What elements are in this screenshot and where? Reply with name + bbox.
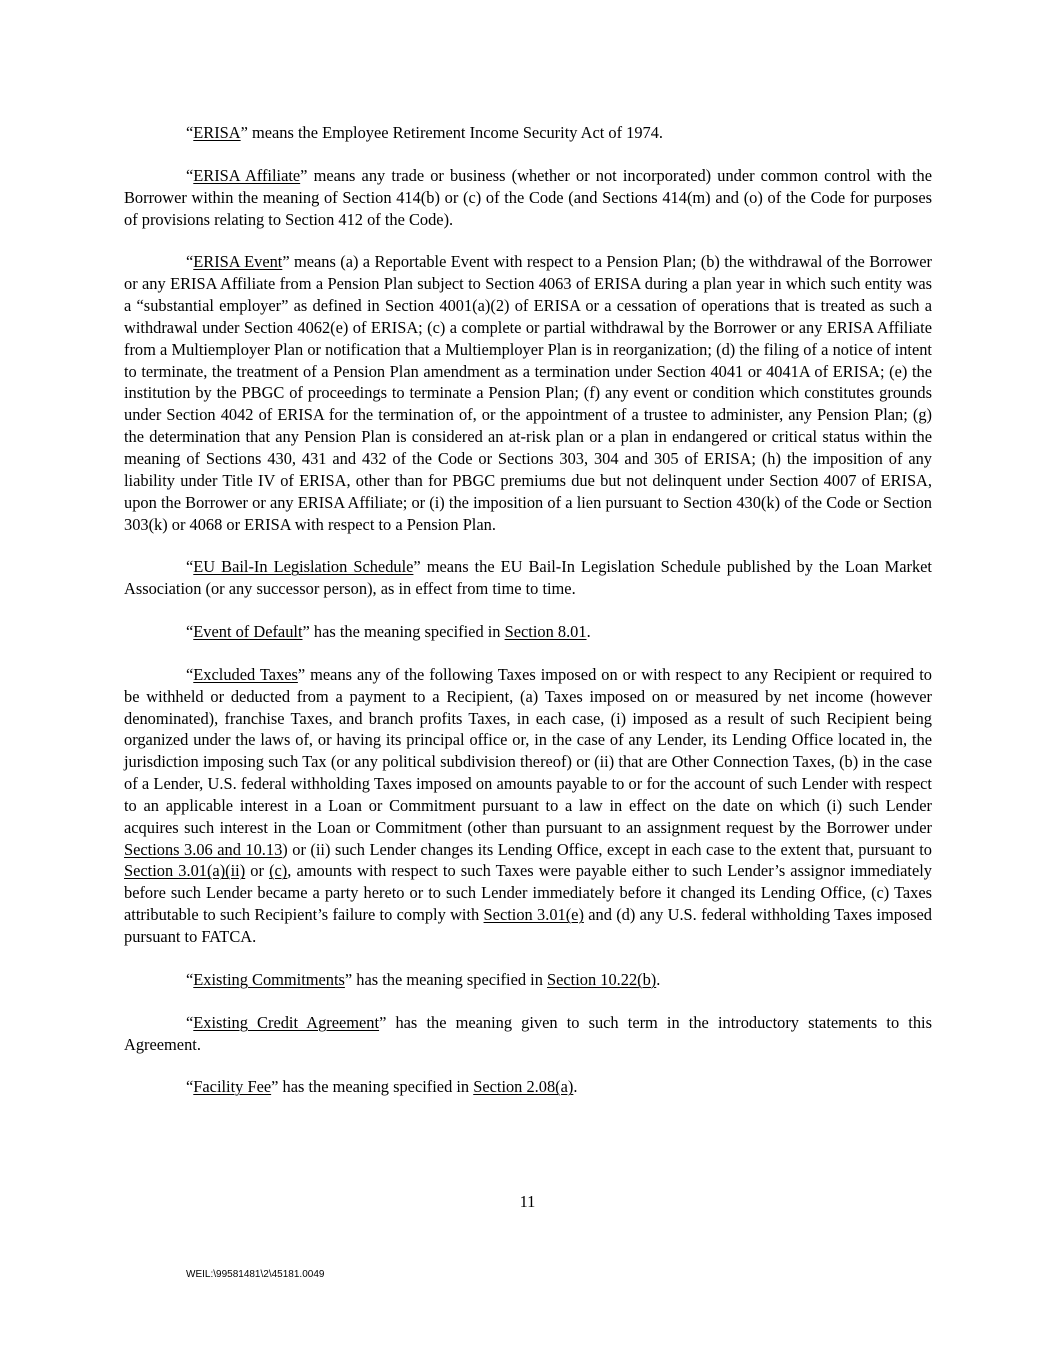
definition-facility-fee bbox=[124, 1076, 932, 1098]
defined-term: ERISA bbox=[193, 123, 241, 142]
definition-text: . bbox=[573, 1077, 578, 1097]
defined-term: Event of Default bbox=[193, 622, 303, 642]
definition-text: ” means (a) a Reportable Event with respect to a Pension Plan; (b) the withdrawal of the Borrower or any ERISA Affiliate from a Pension Plan subject to Section 4063 of ERISA during a plan year in which such entity was a “substantial employer” as defined in Section 4001(a)(2) of ERISA or a cessation of operations that is treated as such a withdrawal under Section 4062(e) of ERISA; (c) a complete or partial withdrawal by the Borrower or any ERISA Affiliate from a Multiemployer Plan or notification that a Multiemployer Plan is in reorganization; (d) the filing of a notice of intent to terminate, the treatment of a Pension Plan amendment as a termination under Section 4041 or 4041A of ERISA; (e) the institution by the PBGC of proceedings to terminate a Pension Plan; (f) any event or condition which constitutes grounds under Section 4042 of ERISA for the termination of, or the appointment of a trustee to administer, any Pension Plan; (g) the determination that any Pension Plan is considered an at-risk plan or a plan in endangered or critical status within the meaning of Sections 430, 431 and 432 of the Code or Sections 303, 304 and 305 of ERISA; (h) the imposition of any liability under Title IV of ERISA, other than for PBGC premiums due but not delinquent under Section 4007 of ERISA, upon the Borrower or any ERISA Affiliate; or (i) the imposition of a lien pursuant to Section 430(k) of the Code or Section 303(k) or 4068 or ERISA with respect to a Pension Plan. bbox=[124, 252, 933, 534]
definition-text: “ bbox=[186, 252, 194, 272]
section-reference: Section 10.22(b) bbox=[547, 969, 657, 989]
definition-erisa-event bbox=[124, 251, 932, 535]
page-number: 11 bbox=[519, 1192, 536, 1211]
definition-text: “ bbox=[186, 1077, 194, 1097]
definition-erisa bbox=[124, 122, 932, 144]
section-reference: (c) bbox=[269, 861, 288, 881]
section-reference: Sections 3.06 and 10.13 bbox=[124, 839, 283, 859]
defined-term: ERISA Affiliate bbox=[193, 165, 301, 185]
definition-text: and (d) any U.S. federal withholding Taxes imposed pursuant to FATCA. bbox=[124, 905, 932, 946]
definition-text: “ bbox=[186, 165, 194, 185]
definition-text: ) or (ii) such Lender changes its Lending Office, except in each case to the extent that, pursuant to bbox=[282, 839, 932, 859]
definition-existing-commitments bbox=[124, 969, 932, 991]
section-reference: Section 3.01(a)(ii) bbox=[124, 861, 246, 881]
definition-excluded-taxes bbox=[124, 664, 932, 948]
definition-text: “ bbox=[186, 1012, 194, 1032]
section-reference: Section 3.01(e) bbox=[483, 905, 584, 925]
definition-text: , amounts with respect to such Taxes were payable either to such Lender’s assignor immediately before such Lender became a party hereto or to such Lender immediately before it changed its Lending Office, (c) Taxes attributable to such Recipient’s failure to comply with bbox=[124, 861, 932, 925]
definition-erisa-affiliate bbox=[124, 165, 932, 231]
document-body bbox=[124, 122, 932, 1119]
document-id-footer: WEIL:\99581481\2\45181.0049 bbox=[186, 1269, 325, 1280]
defined-term: Existing Commitments bbox=[193, 969, 345, 989]
definition-text: ” has the meaning specified in bbox=[271, 1077, 474, 1097]
definition-text: “ bbox=[186, 123, 194, 142]
definition-text: ” means the EU Bail-In Legislation Schedule published by the Loan Market Association (or any successor person), as in effect from time to time. bbox=[124, 557, 932, 599]
definition-text: “ bbox=[186, 557, 194, 577]
defined-term: Existing Credit Agreement bbox=[193, 1012, 380, 1032]
defined-term: Excluded Taxes bbox=[193, 664, 298, 684]
defined-term: EU Bail-In Legislation Schedule bbox=[193, 557, 414, 577]
definition-existing-credit-agreement bbox=[124, 1012, 932, 1056]
definition-text: ” has the meaning given to such term in the introductory statements to this Agreement. bbox=[124, 1012, 932, 1054]
definition-text: “ bbox=[186, 622, 194, 642]
definition-event-of-default bbox=[124, 621, 932, 643]
defined-term: ERISA Event bbox=[193, 252, 283, 272]
definition-text: ” has the meaning specified in bbox=[344, 969, 547, 989]
definition-text: or bbox=[245, 861, 270, 881]
definition-eu-bail-in-legislation-schedule bbox=[124, 556, 932, 600]
definition-text: ” means any trade or business (whether or not incorporated) under common control with the Borrower within the meaning of Section 414(b) or (c) of the Code (and Sections 414(m) and (o) of the Code for purposes of provisions relating to Section 412 of the Code). bbox=[124, 165, 932, 229]
definition-text: “ bbox=[186, 664, 194, 684]
section-reference: Section 2.08(a) bbox=[473, 1077, 574, 1097]
definition-text: ” means the Employee Retirement Income Security Act of 1974. bbox=[240, 123, 664, 142]
definition-text: . bbox=[586, 622, 591, 642]
defined-term: Facility Fee bbox=[193, 1077, 272, 1097]
definition-text: ” means any of the following Taxes imposed on or with respect to any Recipient or required to be withheld or deducted from a payment to a Recipient, (a) Taxes imposed on or measured by net income (however denominated), franchise Taxes, and branch profits Taxes, in each case, (i) imposed as a result of such Recipient being organized under the laws of, or having its principal office or, in the case of any Lender, its Lending Office located in, the jurisdiction imposing such Tax (or any political subdivision thereof) or (ii) that are Other Connection Taxes, (b) in the case of a Lender, U.S. federal withholding Taxes imposed on amounts payable to or for the account of such Lender with respect to an applicable interest in a Loan or Commitment pursuant to a law in effect on the date on which (i) such Lender acquires such interest in the Loan or Commitment (other than pursuant to an assignment request by the Borrower under bbox=[124, 664, 932, 837]
definition-text: . bbox=[656, 969, 661, 989]
definition-text: “ bbox=[186, 969, 194, 989]
section-reference: Section 8.01 bbox=[504, 622, 587, 642]
definition-text: ” has the meaning specified in bbox=[302, 622, 505, 642]
